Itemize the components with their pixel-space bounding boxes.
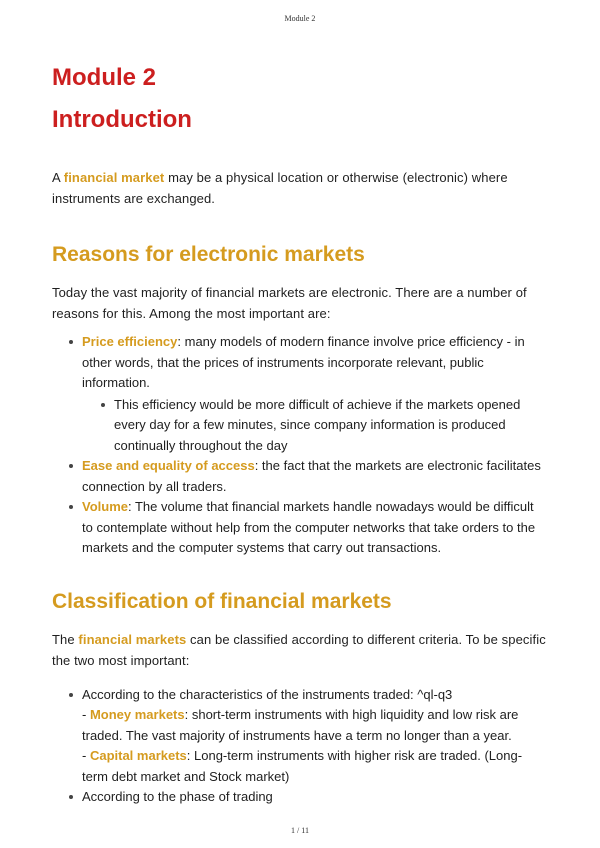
term-financial-markets: financial markets [78, 631, 187, 647]
intro-paragraph [52, 167, 547, 209]
running-header: Module 2 [284, 14, 316, 23]
list-item: According to the phase of trading [52, 787, 547, 808]
term-financial-market: financial market [63, 170, 165, 185]
module-title: Module 2 [52, 64, 157, 91]
list-item [52, 685, 547, 788]
classification-pre: The [52, 631, 79, 647]
term-volume: Volume [82, 499, 128, 514]
list-item-text: : the fact that the markets are electronic facilitates connection by all traders. [82, 458, 541, 494]
money-markets-text: : short-term instruments with high liquidity and low risk are traded. The vast majority of instruments have a term no longer than a year. [82, 707, 519, 743]
list-item-text: According to the characteristics of the instruments traded: ^ql-q3 [82, 686, 453, 702]
classification-list [52, 685, 547, 808]
capital-markets-text: : Long-term instruments with higher risk are traded. (Long-term debt market and Stock market) [82, 748, 523, 784]
term-price-efficiency: Price efficiency [82, 334, 178, 349]
page-number: 1 / 11 [291, 826, 309, 835]
intro-post: may be a physical location or otherwise (electronic) where instruments are exchanged. [52, 170, 508, 206]
dash: - [82, 748, 90, 763]
reasons-list [52, 332, 547, 559]
sub-list-item: This efficiency would be more difficult of achieve if the markets opened every day for a few minutes, since company information is produced continually throughout the day [82, 395, 547, 457]
classification-heading: Classification of financial markets [52, 589, 392, 613]
dash: - [82, 707, 90, 722]
sub-list [82, 395, 547, 457]
term-capital-markets: Capital markets [89, 748, 187, 763]
reasons-heading: Reasons for electronic markets [52, 243, 365, 266]
term-money-markets: Money markets [89, 707, 185, 722]
classification-post: can be classified according to different criteria. To be specific the two most important: [52, 631, 546, 668]
list-item [52, 497, 547, 559]
list-item [52, 456, 547, 497]
list-item-text: : The volume that financial markets handle nowadays would be difficult to contemplate without help from the computer networks that take orders to the markets and the computer systems that carry out transactions. [82, 499, 536, 555]
classification-paragraph [52, 629, 547, 671]
list-item-text: : many models of modern finance involve price efficiency - in other words, that the prices of instruments incorporate relevant, public information. [82, 334, 525, 390]
term-ease-of-access: Ease and equality of access [82, 458, 255, 473]
list-item [52, 332, 547, 456]
reasons-paragraph: Today the vast majority of financial markets are electronic. There are a number of reasons for this. Among the most important are: [52, 285, 527, 321]
page-content [52, 62, 547, 808]
intro-pre: A [52, 170, 64, 185]
section-title: Introduction [52, 106, 192, 133]
